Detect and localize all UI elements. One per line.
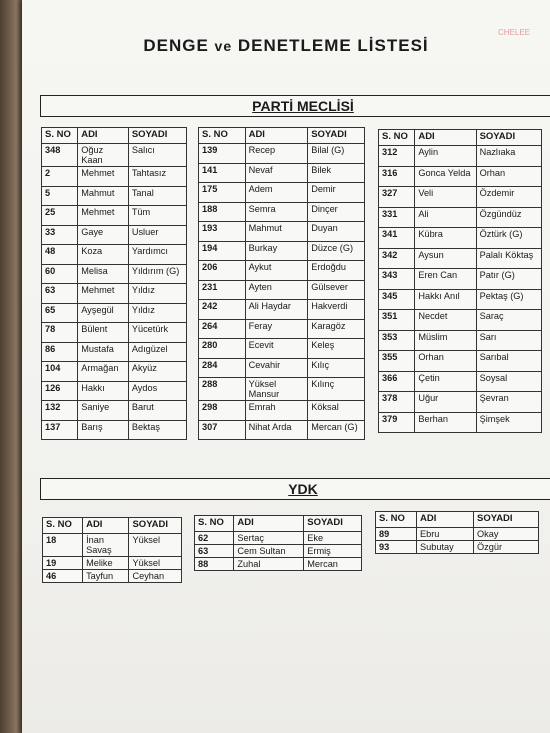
cell-name: Mustafa xyxy=(78,342,129,362)
table-row xyxy=(376,528,539,541)
cell-name: Tayfun xyxy=(83,570,129,583)
cell-name: Kübra xyxy=(415,228,476,249)
table-row xyxy=(379,228,542,249)
cell-name: Gaye xyxy=(78,225,129,245)
cell-no: 88 xyxy=(195,558,234,571)
cell-surname: Bilal (G) xyxy=(308,144,365,164)
cell-no: 288 xyxy=(199,378,246,401)
cell-name: Eren Can xyxy=(415,269,476,290)
cell-surname: Şevran xyxy=(476,392,541,413)
cell-surname: Sarıbal xyxy=(476,351,541,372)
cell-name: Koza xyxy=(78,245,129,265)
cell-no: 175 xyxy=(199,183,246,203)
cell-no: 33 xyxy=(42,225,78,245)
cell-surname: Kılınç xyxy=(308,378,365,401)
cell-name: Mehmet xyxy=(78,284,129,304)
table-row xyxy=(42,303,187,323)
table-row xyxy=(43,570,182,583)
cell-surname: Barut xyxy=(128,401,186,421)
cell-surname: Köksal xyxy=(308,401,365,421)
cell-no: 48 xyxy=(42,245,78,265)
table-row xyxy=(42,342,187,362)
cell-surname: Eke xyxy=(304,532,362,545)
cell-name: Çetin xyxy=(415,371,476,392)
table-row xyxy=(43,534,182,557)
cell-name: Hakkı xyxy=(78,381,129,401)
cell-surname: Karagöz xyxy=(308,319,365,339)
table-row xyxy=(195,532,362,545)
table-row xyxy=(199,144,365,164)
header-no: S. NO xyxy=(379,130,415,146)
header-no: S. NO xyxy=(195,516,234,532)
table-row xyxy=(42,167,187,187)
cell-no: 89 xyxy=(376,528,417,541)
table-row xyxy=(42,144,187,167)
header-soyadi: SOYADI xyxy=(308,128,365,144)
cell-name: Burkay xyxy=(245,241,308,261)
cell-no: 104 xyxy=(42,362,78,382)
cell-name: Cevahir xyxy=(245,358,308,378)
cell-no: 188 xyxy=(199,202,246,222)
table-row xyxy=(379,392,542,413)
cell-no: 298 xyxy=(199,401,246,421)
cell-name: Mahmut xyxy=(78,186,129,206)
cell-name: Müslim xyxy=(415,330,476,351)
table-row xyxy=(379,166,542,187)
cell-surname: Adıgüzel xyxy=(128,342,186,362)
table-header-row xyxy=(379,130,542,146)
cell-no: 280 xyxy=(199,339,246,359)
cell-surname: Özdemir xyxy=(476,187,541,208)
cell-name: Nihat Arda xyxy=(245,420,308,440)
table-row xyxy=(379,330,542,351)
table-row xyxy=(379,371,542,392)
cell-surname: Nazlıaka xyxy=(476,146,541,167)
header-soyadi: SOYADI xyxy=(128,128,186,144)
cell-no: 25 xyxy=(42,206,78,226)
cell-surname: Öztürk (G) xyxy=(476,228,541,249)
table-row xyxy=(379,248,542,269)
cell-name: Emrah xyxy=(245,401,308,421)
cell-name: Semra xyxy=(245,202,308,222)
cell-surname: Saraç xyxy=(476,310,541,331)
cell-surname: Pektaş (G) xyxy=(476,289,541,310)
ydk-table-3 xyxy=(375,511,539,554)
table-row xyxy=(199,163,365,183)
cell-name: Aysun xyxy=(415,248,476,269)
cell-surname: Dinçer xyxy=(308,202,365,222)
table-row xyxy=(199,319,365,339)
cell-name: Oğuz Kaan xyxy=(78,144,129,167)
cell-no: 18 xyxy=(43,534,83,557)
cell-name: Subutay xyxy=(417,541,474,554)
cell-no: 366 xyxy=(379,371,415,392)
cell-no: 348 xyxy=(42,144,78,167)
cell-surname: Erdoğdu xyxy=(308,261,365,281)
cell-no: 194 xyxy=(199,241,246,261)
document-title xyxy=(22,36,550,56)
cell-name: Mehmet xyxy=(78,167,129,187)
cell-surname: Şimşek xyxy=(476,412,541,433)
cell-no: 379 xyxy=(379,412,415,433)
ydk-table-2 xyxy=(194,515,362,571)
cell-name: Aykut xyxy=(245,261,308,281)
cell-surname: Yüksel xyxy=(129,557,182,570)
cell-name: Adem xyxy=(245,183,308,203)
cell-name: Uğur xyxy=(415,392,476,413)
cell-name: Feray xyxy=(245,319,308,339)
cell-name: Ali Haydar xyxy=(245,300,308,320)
table-row xyxy=(42,362,187,382)
header-adi: ADI xyxy=(234,516,304,532)
table-row xyxy=(42,401,187,421)
cell-surname: Mercan xyxy=(304,558,362,571)
cell-name: Ali xyxy=(415,207,476,228)
cell-name: Veli xyxy=(415,187,476,208)
cell-surname: Hakverdi xyxy=(308,300,365,320)
table-row xyxy=(199,183,365,203)
table-row xyxy=(379,146,542,167)
cell-surname: Salıcı xyxy=(128,144,186,167)
table-row xyxy=(379,187,542,208)
cell-surname: Patır (G) xyxy=(476,269,541,290)
header-soyadi: SOYADI xyxy=(476,130,541,146)
cell-surname: Yıldız xyxy=(128,303,186,323)
cell-no: 93 xyxy=(376,541,417,554)
table-row xyxy=(42,245,187,265)
cell-surname: Sarı xyxy=(476,330,541,351)
table-row xyxy=(43,557,182,570)
table-row xyxy=(42,420,187,440)
cell-name: Aylin xyxy=(415,146,476,167)
cell-surname: Ermiş xyxy=(304,545,362,558)
cell-no: 242 xyxy=(199,300,246,320)
table-row xyxy=(199,358,365,378)
cell-name: Hakkı Anıl xyxy=(415,289,476,310)
table-row xyxy=(199,202,365,222)
table-row xyxy=(379,269,542,290)
header-no: S. NO xyxy=(42,128,78,144)
cell-surname: Mercan (G) xyxy=(308,420,365,440)
watermark: CHELEE xyxy=(497,28,530,37)
table-row xyxy=(199,241,365,261)
cell-surname: Demir xyxy=(308,183,365,203)
cell-name: Armağan xyxy=(78,362,129,382)
cell-name: Yüksel Mansur xyxy=(245,378,308,401)
cell-no: 137 xyxy=(42,420,78,440)
table-row xyxy=(379,412,542,433)
cell-surname: Tanal xyxy=(128,186,186,206)
cell-surname: Akyüz xyxy=(128,362,186,382)
title-rest: DENETLEME LİSTESİ xyxy=(237,36,429,55)
cell-name: Sertaç xyxy=(234,532,304,545)
header-no: S. NO xyxy=(376,512,417,528)
table-row xyxy=(199,401,365,421)
cell-no: 343 xyxy=(379,269,415,290)
cell-name: Mahmut xyxy=(245,222,308,242)
cell-surname: Duyan xyxy=(308,222,365,242)
table-row xyxy=(42,381,187,401)
header-adi: ADI xyxy=(417,512,474,528)
table-row xyxy=(199,420,365,440)
cell-name: Melisa xyxy=(78,264,129,284)
cell-surname: Özgündüz xyxy=(476,207,541,228)
header-soyadi: SOYADI xyxy=(129,518,182,534)
cell-name: Gonca Yelda xyxy=(415,166,476,187)
cell-no: 132 xyxy=(42,401,78,421)
cell-no: 141 xyxy=(199,163,246,183)
cell-no: 351 xyxy=(379,310,415,331)
header-no: S. NO xyxy=(43,518,83,534)
cell-surname: Yüksel xyxy=(129,534,182,557)
cell-name: Saniye xyxy=(78,401,129,421)
table-row xyxy=(42,225,187,245)
cell-surname: Kılıç xyxy=(308,358,365,378)
title-ve: ve xyxy=(214,38,233,54)
cell-name: Mehmet xyxy=(78,206,129,226)
table-row xyxy=(199,280,365,300)
document-sheet xyxy=(22,0,550,733)
table-row xyxy=(42,206,187,226)
table-row xyxy=(195,558,362,571)
header-adi: ADI xyxy=(78,128,129,144)
cell-no: 78 xyxy=(42,323,78,343)
cell-name: Melike xyxy=(83,557,129,570)
cell-surname: Tahtasız xyxy=(128,167,186,187)
cell-surname: Okay xyxy=(474,528,539,541)
cell-surname: Gülsever xyxy=(308,280,365,300)
cell-surname: Bilek xyxy=(308,163,365,183)
cell-no: 353 xyxy=(379,330,415,351)
header-adi: ADI xyxy=(415,130,476,146)
cell-name: Ecevit xyxy=(245,339,308,359)
cell-no: 378 xyxy=(379,392,415,413)
cell-no: 2 xyxy=(42,167,78,187)
ydk-table-1 xyxy=(42,517,182,583)
cell-name: Ayten xyxy=(245,280,308,300)
title-main: DENGE xyxy=(143,36,209,55)
cell-surname: Ceyhan xyxy=(129,570,182,583)
header-adi: ADI xyxy=(245,128,308,144)
table-row xyxy=(379,351,542,372)
cell-name: Cem Sultan xyxy=(234,545,304,558)
cell-surname: Tüm xyxy=(128,206,186,226)
table-row xyxy=(195,545,362,558)
table-row xyxy=(42,264,187,284)
cell-name: Berhan xyxy=(415,412,476,433)
cell-no: 86 xyxy=(42,342,78,362)
cell-name: Orhan xyxy=(415,351,476,372)
cell-no: 206 xyxy=(199,261,246,281)
cell-no: 126 xyxy=(42,381,78,401)
table-header-row xyxy=(195,516,362,532)
cell-no: 231 xyxy=(199,280,246,300)
cell-no: 284 xyxy=(199,358,246,378)
header-no: S. NO xyxy=(199,128,246,144)
cell-no: 341 xyxy=(379,228,415,249)
cell-no: 139 xyxy=(199,144,246,164)
cell-surname: Bektaş xyxy=(128,420,186,440)
cell-name: Nevaf xyxy=(245,163,308,183)
cell-no: 307 xyxy=(199,420,246,440)
table-header-row xyxy=(199,128,365,144)
cell-no: 355 xyxy=(379,351,415,372)
cell-name: Bülent xyxy=(78,323,129,343)
cell-surname: Soysal xyxy=(476,371,541,392)
cell-name: Barış xyxy=(78,420,129,440)
section-parti-meclisi: PARTİ MECLİSİ xyxy=(40,95,550,117)
table-header-row xyxy=(43,518,182,534)
cell-surname: Yücetürk xyxy=(128,323,186,343)
cell-no: 60 xyxy=(42,264,78,284)
table-row xyxy=(42,186,187,206)
table-row xyxy=(199,261,365,281)
parti-table-1 xyxy=(41,127,187,440)
table-row xyxy=(379,289,542,310)
table-row xyxy=(199,339,365,359)
header-soyadi: SOYADI xyxy=(304,516,362,532)
table-row xyxy=(199,378,365,401)
cell-name: Recep xyxy=(245,144,308,164)
cell-no: 312 xyxy=(379,146,415,167)
cell-no: 264 xyxy=(199,319,246,339)
cell-no: 63 xyxy=(42,284,78,304)
table-header-row xyxy=(376,512,539,528)
section-ydk: YDK xyxy=(40,478,550,500)
cell-no: 62 xyxy=(195,532,234,545)
cell-name: İnan Savaş xyxy=(83,534,129,557)
cell-no: 193 xyxy=(199,222,246,242)
cell-surname: Yıldız xyxy=(128,284,186,304)
cell-no: 19 xyxy=(43,557,83,570)
cell-surname: Palalı Köktaş xyxy=(476,248,541,269)
table-header-row xyxy=(42,128,187,144)
table-row xyxy=(199,300,365,320)
parti-table-2 xyxy=(198,127,365,440)
cell-surname: Orhan xyxy=(476,166,541,187)
cell-surname: Yardımcı xyxy=(128,245,186,265)
table-row xyxy=(376,541,539,554)
cell-no: 46 xyxy=(43,570,83,583)
table-row xyxy=(379,207,542,228)
cell-no: 331 xyxy=(379,207,415,228)
cell-name: Necdet xyxy=(415,310,476,331)
cell-surname: Yıldırım (G) xyxy=(128,264,186,284)
cell-no: 342 xyxy=(379,248,415,269)
cell-name: Ayşegül xyxy=(78,303,129,323)
cell-surname: Keleş xyxy=(308,339,365,359)
cell-name: Zuhal xyxy=(234,558,304,571)
cell-name: Ebru xyxy=(417,528,474,541)
cell-no: 5 xyxy=(42,186,78,206)
header-adi: ADI xyxy=(83,518,129,534)
table-row xyxy=(199,222,365,242)
cell-no: 327 xyxy=(379,187,415,208)
cell-surname: Düzce (G) xyxy=(308,241,365,261)
cell-no: 316 xyxy=(379,166,415,187)
cell-no: 65 xyxy=(42,303,78,323)
cell-no: 63 xyxy=(195,545,234,558)
table-row xyxy=(42,323,187,343)
cell-surname: Aydos xyxy=(128,381,186,401)
cell-surname: Usluer xyxy=(128,225,186,245)
cell-surname: Özgür xyxy=(474,541,539,554)
cell-no: 345 xyxy=(379,289,415,310)
table-row xyxy=(42,284,187,304)
parti-table-3 xyxy=(378,129,542,433)
table-row xyxy=(379,310,542,331)
header-soyadi: SOYADI xyxy=(474,512,539,528)
